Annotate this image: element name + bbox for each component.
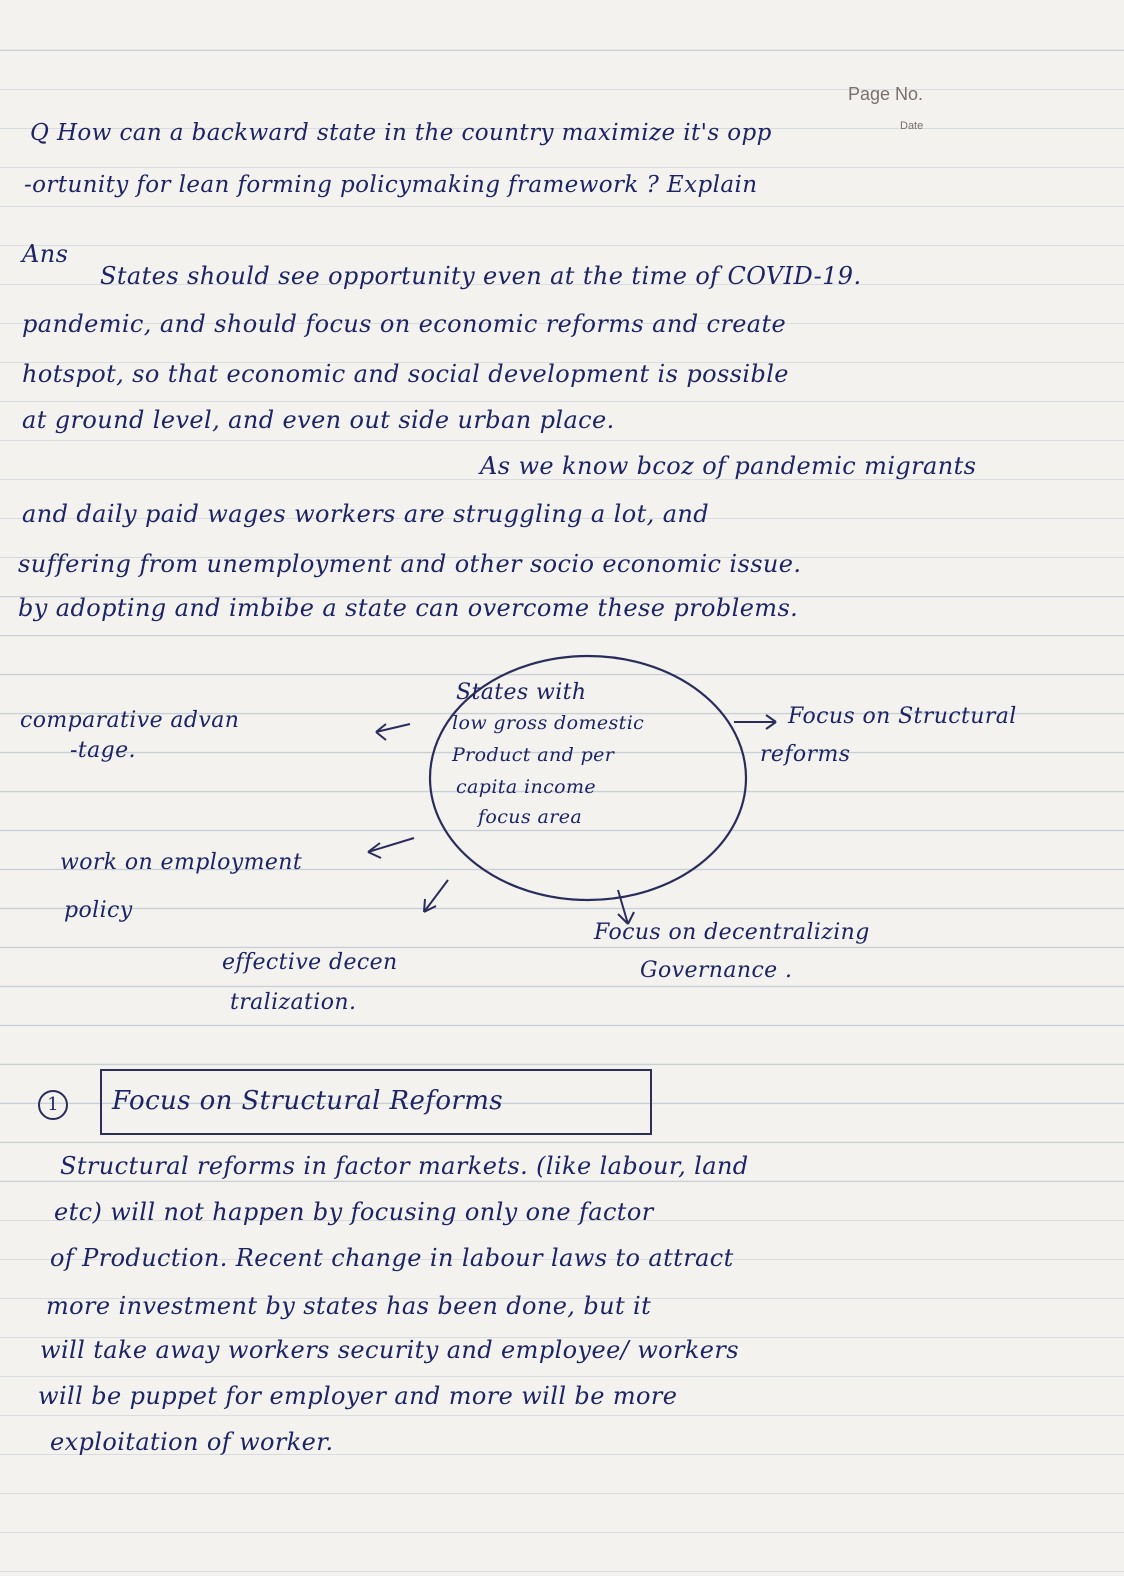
diagram-center-line-1: States with [456,680,587,705]
section-number: 1 [47,1094,59,1115]
answer-line-5: As we know bcoz of pandemic migrants [480,452,977,480]
section-number-circle [38,1090,68,1120]
answer-line-1: States should see opportunity even at the time of COVID-19. [100,262,862,290]
diagram-top-left-line-2: -tage. [70,738,136,763]
answer-line-2: pandemic, and should focus on economic reforms and create [22,310,787,338]
section-line-7: exploitation of worker. [50,1428,334,1456]
section-title: Focus on Structural Reforms [112,1086,504,1116]
answer-line-8: by adopting and imbibe a state can overcome these problems. [18,594,799,622]
section-line-4: more investment by states has been done, but it [46,1292,652,1320]
diagram-center-line-5: focus area [478,806,583,828]
section-line-5: will take away workers security and employee/ workers [40,1336,739,1364]
diagram-bottom-right-line-1: Focus on decentralizing [594,920,870,945]
diagram-top-left-line-1: comparative advan [20,708,240,733]
diagram-bottom-left-line-2: tralization. [230,990,357,1015]
section-line-6: will be puppet for employer and more will be more [38,1382,678,1410]
answer-line-4: at ground level, and even out side urban place. [22,406,615,434]
page-no-label: Page No. [848,84,924,104]
diagram-bottom-left-line-1: effective decen [222,950,398,975]
diagram-top-right-line-1: Focus on Structural [788,704,1017,729]
section-line-3: of Production. Recent change in labour laws to attract [50,1244,734,1272]
answer-line-6: and daily paid wages workers are struggling a lot, and [22,500,710,528]
question-line-2: -ortunity for lean forming policymaking framework ? Explain [24,172,758,198]
section-line-2: etc) will not happen by focusing only one factor [54,1198,654,1226]
diagram-center-line-4: capita income [456,776,597,798]
diagram-mid-left-line-1: work on employment [60,850,303,875]
date-label: Date [900,120,924,132]
diagram-center-line-2: low gross domestic [452,712,645,734]
diagram-mid-left-line-2: policy [64,898,133,923]
section-line-1: Structural reforms in factor markets. (like labour, land [60,1152,749,1180]
diagram-top-right-line-2: reforms [760,742,851,767]
answer-line-3: hotspot, so that economic and social development is possible [22,360,789,388]
diagram-center-line-3: Product and per [452,744,615,766]
answer-label: Ans [22,240,69,268]
question-line-1: Q How can a backward state in the country maximize it's opp [30,120,772,146]
answer-line-7: suffering from unemployment and other socio economic issue. [18,550,802,578]
diagram-bottom-right-line-2: Governance . [640,958,793,983]
